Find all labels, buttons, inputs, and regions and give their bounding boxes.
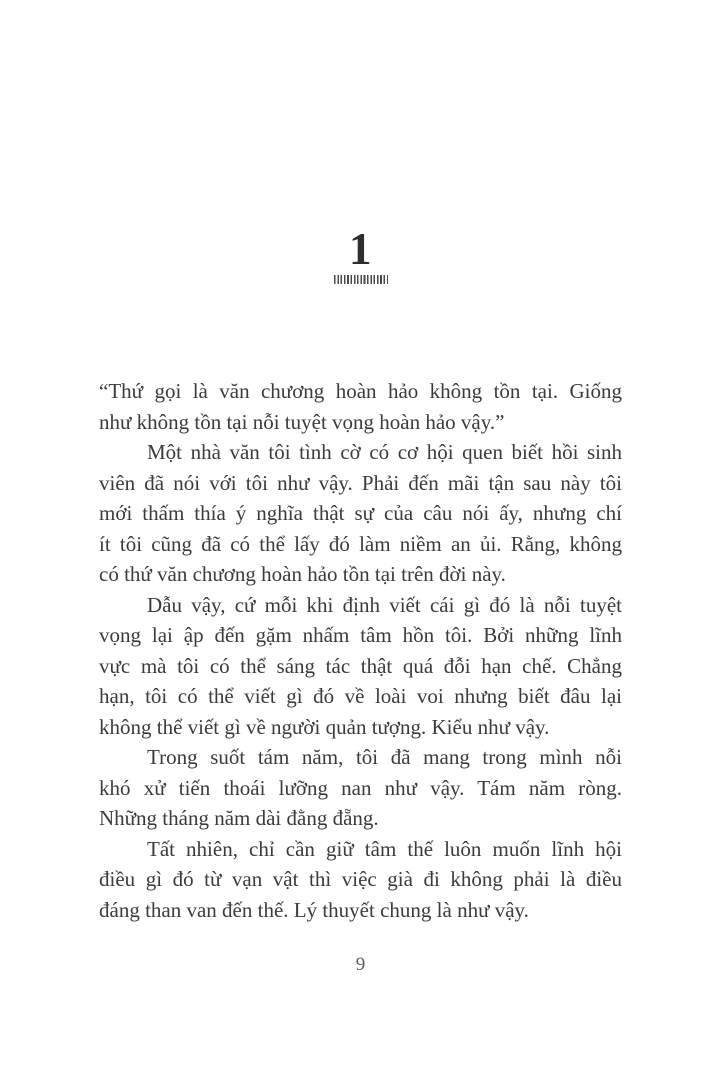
text-line: Một nhà văn tôi tình cờ có cơ hội quen biết hồi sinh — [147, 440, 622, 464]
text-line: Tất nhiên, chỉ cần giữ tâm thế luôn muốn lĩnh hội — [147, 836, 622, 861]
chapter-number: 1 — [349, 224, 372, 274]
text-line: Những tháng năm dài đằng đẵng. — [99, 806, 379, 830]
chapter-ornament — [99, 271, 622, 289]
text-line: đáng than van đến thế. Lý thuyết chung là như vậy. — [99, 897, 529, 922]
text-line: mới thấm thía ý nghĩa thật sự của câu nói ấy, nhưng chí — [99, 501, 622, 525]
text-line: điều gì đó từ vạn vật thì việc già đi không phải là điều — [99, 867, 622, 891]
text-line: khó xử tiến thoái lưỡng nan như vậy. Tám năm ròng. — [99, 775, 622, 800]
text-block — [99, 376, 622, 925]
tick-row-icon — [334, 275, 388, 284]
text-line: không thể viết gì về người quản tượng. Kiểu như vậy. — [99, 714, 550, 739]
text-line: Dẫu vậy, cứ mỗi khi định viết cái gì đó là nỗi tuyệt — [147, 592, 622, 617]
text-line: có thứ văn chương hoàn hảo tồn tại trên đời này. — [99, 562, 506, 586]
text-line: “Thứ gọi là văn chương hoàn hảo không tồn tại. Giống — [99, 379, 622, 403]
text-line: hạn, tôi có thể viết gì đó về loài voi nhưng biết đâu lại — [99, 684, 622, 708]
text-line: viên đã nói với tôi như vậy. Phải đến mãi tận sau này tôi — [99, 470, 622, 495]
text-line: vực mà tôi có thể sáng tác thật quá đỗi hạn chế. Chẳng — [99, 653, 622, 678]
text-line: Trong suốt tám năm, tôi đã mang trong mình nỗi — [147, 745, 622, 769]
page-number: 9 — [355, 954, 366, 975]
text-line: như không tồn tại nỗi tuyệt vọng hoàn hảo vậy.” — [99, 409, 505, 434]
text-line: ít tôi cũng đã có thể lấy đó làm niềm an ủi. Rằng, không — [99, 531, 622, 556]
text-line: vọng lại ập đến gặm nhấm tâm hồn tôi. Bởi những lĩnh — [99, 623, 622, 647]
